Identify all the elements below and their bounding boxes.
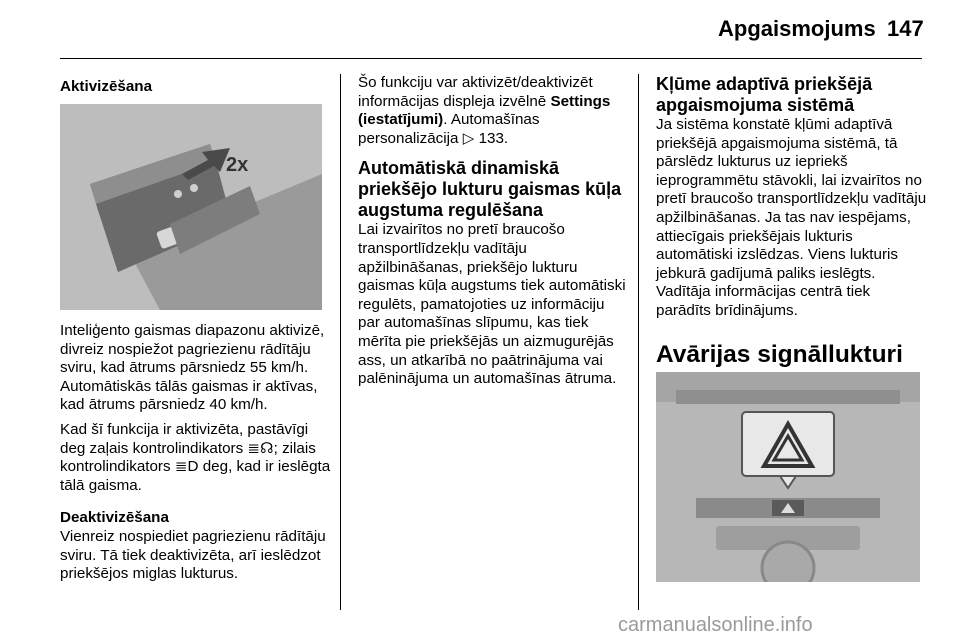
- section-title-hazard-lights: Avārijas signāllukturi: [656, 340, 903, 368]
- page-section-title: Apgaismojums: [718, 16, 876, 41]
- heading-afl-fault: Kļūme adaptīvā priekšējā apgaismojuma sistēmā: [656, 74, 873, 115]
- watermark: carmanualsonline.info: [618, 614, 813, 636]
- stalk-figure: [60, 104, 322, 310]
- paragraph: Inteliģento gaismas diapazonu aktivizē, divreiz nospiežot pagriezienu rādītāju sviru, kad ātrums pārsniedz 55 km/h. Automātiskās tālās gaismas ir aktīvas, kad ātrums pārsniedz 40 km/h.: [60, 322, 325, 414]
- paragraph: Ja sistēma konstatē kļūmi adaptīvā priekšējā apgaismojuma sistēmā, tā pārslēdz lukturus uz iepriekš ieprogrammētu stāvokli, lai izvairītos no pretī braucošo transportlīdzekļu vadītāju apžilbināšanas. Ja tas nav iespējams, attiecīgais priekšējais lukturis automātiski izslēdzas. Viens lukturis jebkurā gadījumā paliks ieslēgts. Vadītāja informācijas centrā tiek parādīts brīdinājums.: [656, 116, 927, 319]
- page-header: [0, 0, 960, 60]
- heading-dynamic-leveling: Automātiskā dinamiskā priekšējo lukturu gaismas kūļa augstuma regulēšana: [358, 158, 622, 221]
- column-3: [656, 74, 928, 369]
- heading-activation: Aktivizēšana: [60, 78, 153, 95]
- column-divider: [638, 74, 639, 610]
- hazard-figure: [656, 372, 920, 582]
- turn-signal-stalk-illustration: [60, 104, 322, 310]
- column-2: [358, 74, 630, 389]
- heading-deactivation: Deaktivizēšana: [60, 509, 169, 527]
- figure-label-2x: 2x: [226, 154, 249, 176]
- hazard-button-illustration: [656, 372, 920, 582]
- paragraph: Vienreiz nospiediet pagriezienu rādītāju sviru. Tā tiek deaktivizēta, arī ieslēdzot priekšējos miglas lukturus.: [60, 527, 326, 583]
- page-number: 147: [887, 16, 924, 41]
- paragraph: Lai izvairītos no pretī braucošo transportlīdzekļu vadītāju apžilbināšanas, priekšējo lukturu gaismas kūļa augstums tiek automātiski regulēts, pamatojoties uz informāciju par automašīnas slīpumu, kas tiek mērīta pie priekšējās un aizmugurējās ass, un atkarībā no paātrinājuma vai palēninājuma un automašīnas ātruma.: [358, 221, 626, 388]
- paragraph-settings: Šo funkciju var aktivizēt/deaktivizēt informācijas displeja izvēlnē Settings (iestatījumi). Automašīnas personalizācija ▷ 133.: [358, 74, 611, 147]
- column-divider: [340, 74, 341, 610]
- header-rule: [60, 58, 922, 59]
- column-1: [60, 74, 332, 97]
- column-1-body: [60, 322, 332, 584]
- green-indicator-icon: ≣☊: [247, 439, 274, 457]
- paragraph-indicators: Kad šī funkcija ir aktivizēta, pastāvīgi deg zaļais kontrolindikators ≣☊; zilais kontrolindikators ≣D deg, kad ir ieslēgta tālā gaisma.: [60, 420, 331, 494]
- page-reference-icon: ▷: [462, 129, 475, 147]
- blue-indicator-icon: ≣D: [174, 458, 199, 476]
